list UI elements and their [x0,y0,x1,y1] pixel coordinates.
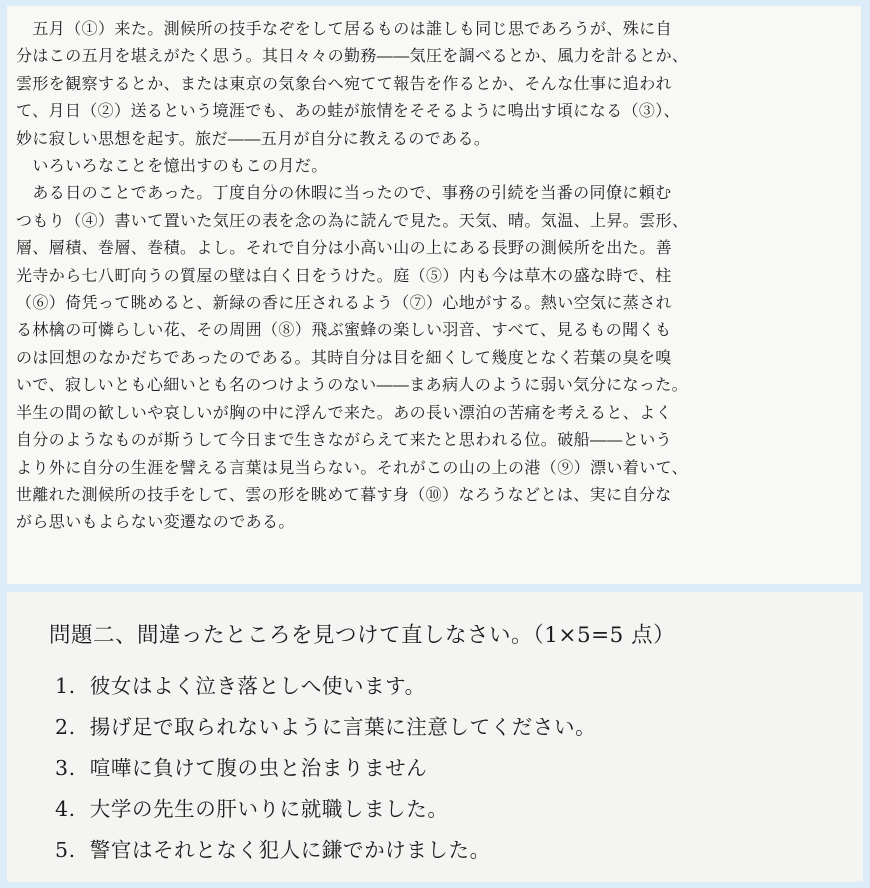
question-item [55,830,596,871]
passage-line: いで、寂しいとも心細いとも名のつけようのない――まあ病人のように弱い気分になった。 [16,375,689,395]
passage-line: 半生の間の歓しいや哀しいが胸の中に浮んで来た。あの長い漂泊の苦痛を考えると、よく [16,402,673,422]
passage-line: ある日のことであった。丁度自分の休暇に当ったので、事務の引続を当番の同僚に頼む [16,183,672,203]
passage-line: 光寺から七八町向うの質屋の壁は白く日をうけた。庭（⑤）内も今は草木の盛な時で、柱 [16,265,672,285]
question-text: 彼女はよく泣き落としへ使います。 [89,674,426,698]
question-item [55,789,596,830]
question-item [55,748,596,789]
question-text: 警官はそれとなく犯人に鎌でかけました。 [89,838,491,862]
passage-text [16,15,854,536]
passage-line: 雲形を観察するとか、または東京の気象台へ宛てて報告を作るとか、そんな仕事に追われ [16,73,673,93]
passage-line: つもり（④）書いて置いた気圧の表を念の為に読んで見た。天気、晴。気温、上昇。雲形、 [16,210,689,230]
question-text: 喧嘩に負けて腹の虫と治まりません [89,756,428,780]
passage-line: 自分のようなものが斯うして今日まで生きながらえて来たと思われる位。破船――という [16,430,673,450]
passage-line: 五月（①）来た。測候所の技手なぞをして居るものは誰しも同じ思であろうが、殊に自 [16,19,673,38]
passage-line: のは回想のなかだちであったのである。其時自分は目を細くして幾度となく若葉の臭を嗅 [16,347,672,367]
passage-line: （⑥）倚凭って眺めると、新緑の香に圧されるよう（⑦）心地がする。熱い空気に蒸され [16,293,673,313]
question-text: 大学の先生の肝いりに就職しました。 [89,797,449,821]
question-title: 問題二、間違ったところを見つけて直しなさい。（1×5=5 点） [49,623,676,648]
question-number: 3. [55,756,76,780]
passage-line: る林檎の可憐らしい花、その周囲（⑧）飛ぶ蜜蜂の楽しい羽音、すべて、見るもの聞くも [16,320,672,340]
question-text: 揚げ足で取られないように言葉に注意してください。 [89,715,597,739]
passage-line: 層、層積、巻層、巻積。よし。それで自分は小高い山の上にある長野の測候所を出た。善 [16,238,673,258]
passage-line: いろいろなことを憶出すのもこの月だ。 [16,156,328,176]
passage-line: て、月日（②）送るという境涯でも、あの蛙が旅情をそそるように鳴出す頃になる（③）、 [16,101,681,121]
question-number: 2. [55,715,76,739]
question-list [55,666,596,871]
passage-line: 世離れた測候所の技手をして、雲の形を眺めて暮す身（⑩）なろうなどとは、実に自分な [16,484,672,504]
question-number: 4. [55,797,76,821]
passage-panel [7,6,861,584]
passage-line: 分はこの五月を堪えがたく思う。其日々々の勤務――気圧を調べるとか、風力を計るとか、 [16,46,689,66]
passage-line: がら思いもよらない変遷なのである。 [16,512,295,532]
passage-line: より外に自分の生涯を譬える言葉は見当らない。それがこの山の上の港（⑨）漂い着いて、 [16,457,689,477]
passage-line: 妙に寂しい思想を起す。旅だ――五月が自分に教えるのである。 [16,128,491,148]
question-number: 1. [55,674,76,698]
question-item [55,707,596,748]
question-panel [7,592,863,882]
question-number: 5. [55,838,76,862]
question-item [55,666,596,707]
